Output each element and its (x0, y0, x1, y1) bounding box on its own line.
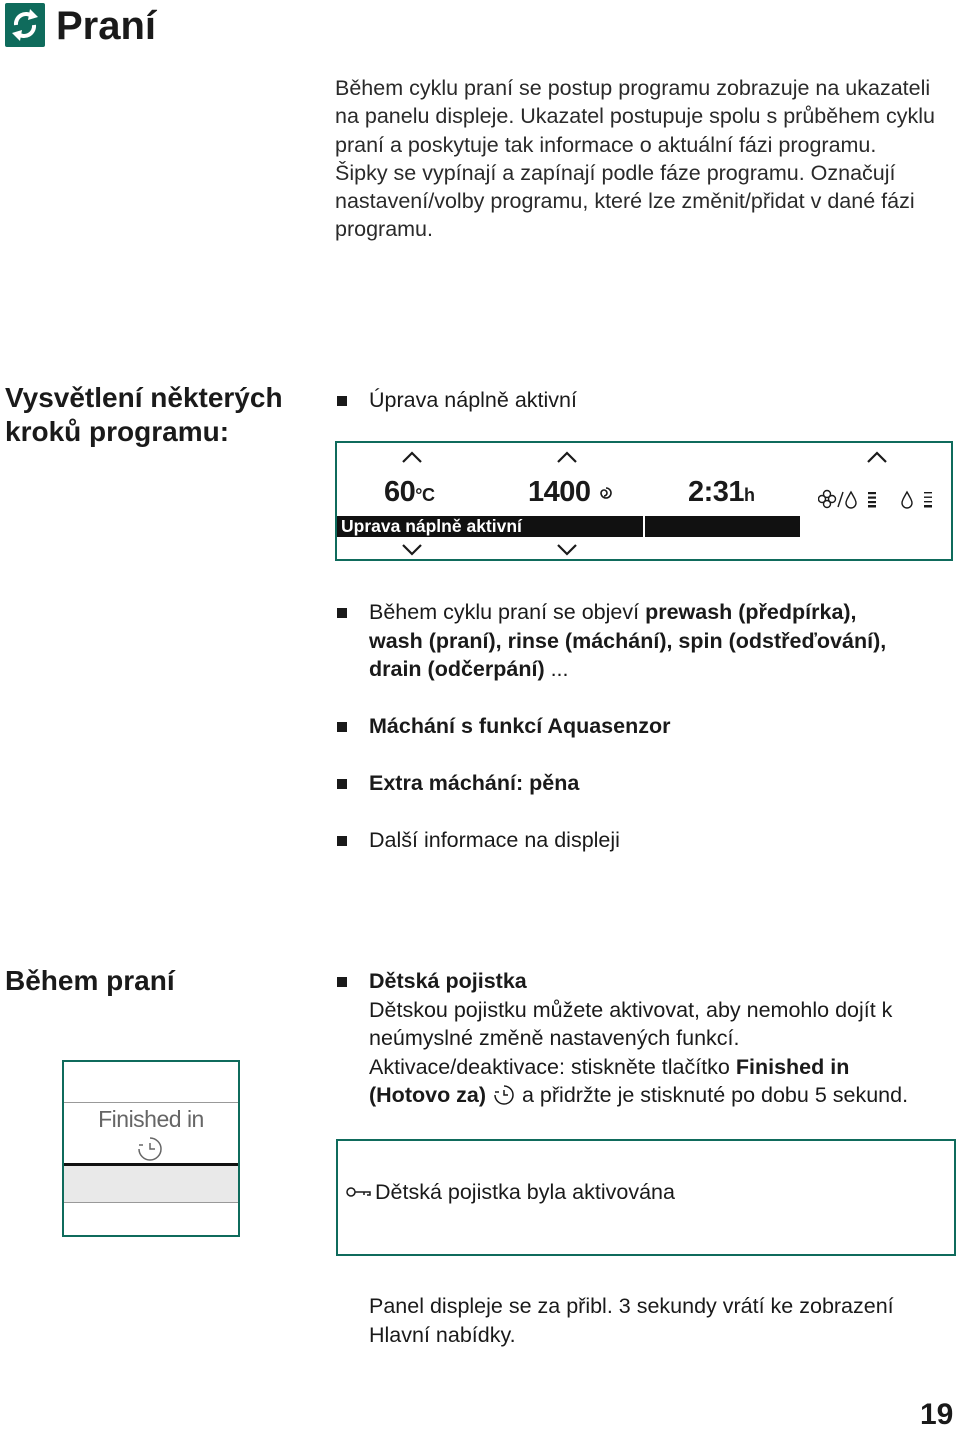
display-status-text: Uprava náplně aktivní (341, 516, 522, 536)
bullet-marker (337, 396, 347, 406)
intro-paragraph-1: Během cyklu praní se postup programu zobrazuje na ukazateli na panelu displeje. Ukazatel postupuje spolu s průběhem cyklu praní a poskytuje tak informace o aktuální fázi programu. (335, 76, 935, 157)
bullet-wash-phases: Během cyklu praní se objeví prewash (předpírka), wash (praní), rinse (máchání), spin (odstřeďování), drain (odčerpání) ... (369, 600, 887, 681)
key-icon (346, 1186, 372, 1198)
bullet-aquasensor: Máchání s funkcí Aquasenzor (369, 714, 671, 738)
chevron-down-icon (401, 543, 423, 557)
display-status-bar (337, 516, 800, 537)
child-lock-description: Dětská pojistka Dětskou pojistku můžete aktivovat, aby nemohlo dojít k neúmyslné změně nastavených funkcí. Aktivace/deaktivace: stiskněte tlačítko Finished in (Hotovo za) a přidržte je stisknuté po dobu 5 sekund. (369, 969, 909, 1107)
page-title: Praní (56, 4, 157, 48)
section-heading-during-wash: Během praní (5, 965, 175, 996)
bullet-marker (337, 608, 347, 618)
bullet-load-adjust: Úprava náplně aktivní (369, 388, 577, 412)
clock-icon (492, 1083, 516, 1107)
intro-text (335, 74, 955, 244)
refresh-arrows-icon (5, 3, 45, 47)
finished-in-label: Finished in (98, 1106, 204, 1132)
panel-divider (64, 1202, 238, 1203)
bullet-marker (337, 722, 347, 732)
child-lock-title: Dětská pojistka (369, 969, 527, 993)
chevron-up-icon (401, 450, 423, 464)
bullet-extra-rinse: Extra máchání: pěna (369, 771, 580, 795)
panel-shade (64, 1166, 238, 1202)
panel-divider (64, 1102, 238, 1103)
child-lock-message: Dětská pojistka byla aktivována (375, 1180, 675, 1204)
bullet-more-info: Další informace na displeji (369, 828, 620, 852)
bullet-marker (337, 836, 347, 846)
spin-icon (598, 485, 614, 501)
bullet-marker (337, 977, 347, 987)
bullet-marker (337, 779, 347, 789)
chevron-up-icon (866, 450, 888, 464)
intro-paragraph-2: Šipky se vypínají a zapínají podle fáze programu. Označují nastavení/volby programu, které lze změnit/přidat v dané fázi programu. (335, 160, 915, 242)
display-spin-speed: 1400 (528, 476, 614, 509)
section-heading-program-steps: Vysvětlení některých kroků programu: (5, 382, 283, 447)
status-bar-divider (643, 516, 645, 537)
display-remaining-time: 2:31h (688, 476, 755, 508)
chevron-up-icon (556, 450, 578, 464)
finished-in-clock-icon (135, 1134, 165, 1164)
page-number: 19 (920, 1398, 954, 1431)
option-icons (818, 488, 940, 510)
chevron-down-icon (556, 543, 578, 557)
return-note: Panel displeje se za přibl. 3 sekundy vrátí ke zobrazení Hlavní nabídky. (369, 1294, 894, 1347)
display-temperature: 60°C (384, 476, 435, 508)
